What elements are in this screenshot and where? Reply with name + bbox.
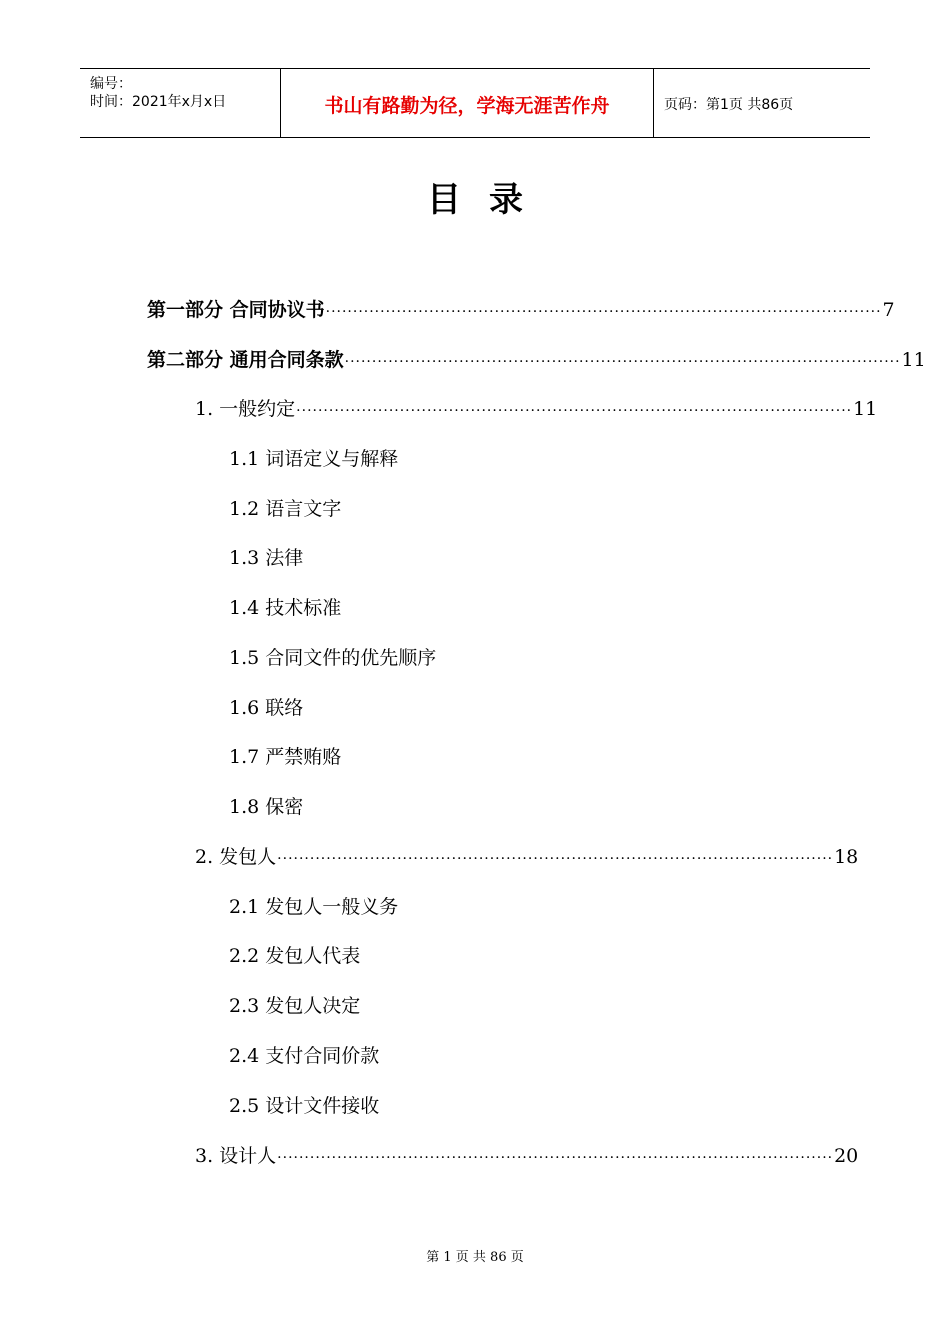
document-number-label: 编号：: [90, 76, 132, 92]
toc-entry-text: 第一部分 合同协议书: [147, 299, 325, 321]
toc-entry-text: 1.3 法律: [229, 547, 304, 569]
toc-entry[interactable]: [195, 1141, 859, 1171]
toc-entry-text: 1.5 合同文件的优先顺序: [229, 647, 437, 669]
toc-entry-text: 2.4 支付合同价款: [229, 1045, 380, 1067]
toc-entry[interactable]: [147, 345, 926, 375]
toc-entry[interactable]: [229, 892, 398, 922]
header-page-info: 页码：第1页 共86页: [664, 97, 794, 113]
header-info-cell: [80, 69, 281, 137]
toc-entry-text: 2. 发包人: [195, 846, 277, 868]
toc-leader-dots: ······································································································: [277, 1150, 834, 1166]
document-time-label: 时间：2021年x月x日: [90, 94, 227, 110]
toc-entry[interactable]: [229, 792, 303, 822]
toc-entry-text: 1.6 联络: [229, 697, 304, 719]
toc-entry-text: 2.5 设计文件接收: [229, 1095, 380, 1117]
toc-leader-dots: ······································································································: [296, 403, 853, 419]
toc-leader-dots: ······································································································: [277, 851, 834, 867]
header-page-cell: [654, 69, 870, 137]
toc-page-number: 7: [882, 299, 895, 321]
toc-page-number: 18: [834, 846, 859, 868]
toc-entry[interactable]: [229, 742, 341, 772]
header-motto: 书山有路勤为径，学海无涯苦作舟: [324, 95, 610, 117]
toc-entry[interactable]: [229, 543, 303, 573]
toc-leader-dots: ······································································································: [344, 354, 901, 370]
toc-entry[interactable]: [195, 394, 878, 424]
header-table: [80, 68, 870, 138]
toc-entry[interactable]: [229, 643, 436, 673]
toc-entry[interactable]: [229, 1041, 379, 1071]
toc-entry[interactable]: [229, 593, 341, 623]
toc-entry-text: 2.2 发包人代表: [229, 945, 361, 967]
toc-entry-text: 1.4 技术标准: [229, 597, 342, 619]
toc-entry-text: 2.3 发包人决定: [229, 995, 361, 1017]
header-motto-cell: [281, 69, 654, 137]
toc-entry[interactable]: [229, 444, 398, 474]
toc-entry-text: 1.7 严禁贿赂: [229, 746, 342, 768]
toc-entry[interactable]: [147, 295, 895, 325]
toc-entry[interactable]: [229, 991, 360, 1021]
toc-entry-text: 3. 设计人: [195, 1145, 277, 1167]
toc-entry-text: 1.2 语言文字: [229, 498, 342, 520]
toc-page-number: 20: [834, 1145, 859, 1167]
toc-entry[interactable]: [229, 494, 341, 524]
toc-entry[interactable]: [195, 842, 859, 872]
toc-entry[interactable]: [229, 693, 303, 723]
toc-page-number: 11: [853, 398, 878, 420]
toc-entry[interactable]: [229, 1091, 379, 1121]
toc-entry[interactable]: [229, 941, 360, 971]
page-footer: 第 1 页 共 86 页: [426, 1250, 524, 1265]
toc-entry-text: 第二部分 通用合同条款: [147, 349, 344, 371]
toc-entry-text: 1.1 词语定义与解释: [229, 448, 399, 470]
toc-leader-dots: ······································································································: [325, 304, 882, 320]
toc-entry-text: 2.1 发包人一般义务: [229, 896, 399, 918]
toc-entry-text: 1. 一般约定: [195, 398, 296, 420]
page-title: 目录: [427, 180, 551, 220]
toc-page-number: 11: [901, 349, 926, 371]
toc-entry-text: 1.8 保密: [229, 796, 304, 818]
